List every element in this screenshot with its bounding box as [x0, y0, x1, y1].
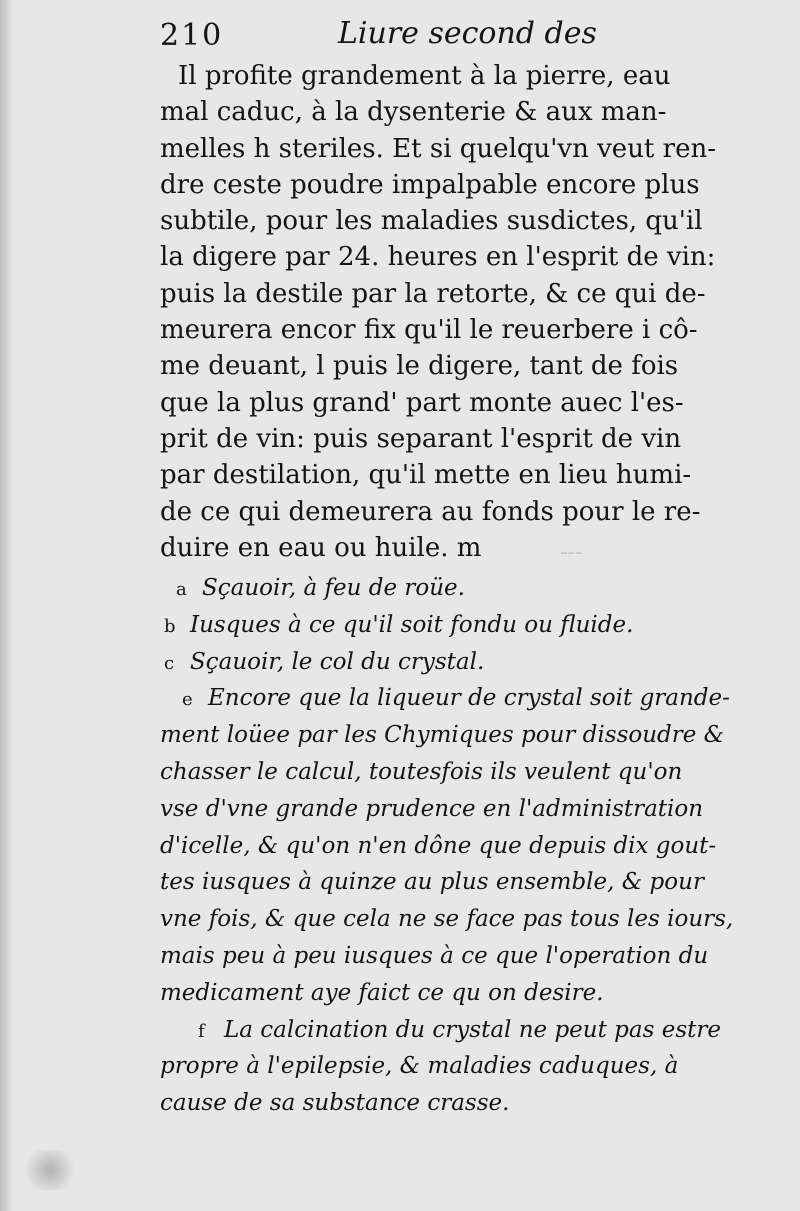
note-continuation: vse d'vne grande prudence en l'administration — [160, 795, 704, 822]
note-text: Sçauoir, à feu de roüe. — [202, 575, 465, 601]
text-line: mal caduc, à la dysenterie & aux man- — [160, 97, 667, 128]
page-number: 210 — [160, 18, 224, 53]
note-continuation: vne fois, & que cela ne se face pas tous les iours, — [160, 906, 734, 933]
note-c — [160, 644, 740, 681]
note-continuation: medicament aye faict ce qu on desire. — [160, 979, 604, 1006]
note-key: b — [164, 615, 176, 637]
bleedthrough-shadow: --- — [560, 540, 583, 565]
note-continuation: mais peu à peu iusques à ce que l'operation du — [160, 942, 709, 969]
text-line: melles h steriles. Et si quelqu'vn veut ren- — [160, 133, 716, 164]
note-f — [160, 1012, 740, 1049]
note-text: Iusques à ce qu'il soit fondu ou fluide. — [190, 611, 634, 638]
note-e — [160, 680, 740, 717]
text-line: me deuant, l puis le digere, tant de fois — [160, 351, 679, 382]
text-line: duire en eau ou huile. m — [160, 532, 482, 563]
note-key: e — [182, 689, 193, 711]
note-continuation: propre à l'epilepsie, & maladies caduques, à — [160, 1053, 679, 1080]
note-key: a — [176, 579, 187, 600]
text-line: meurera encor fix qu'il le reuerbere i cô- — [160, 315, 698, 346]
note-continuation: ment loüee par les Chymiques pour dissoudre & — [160, 722, 725, 749]
page-edge-shadow — [0, 0, 14, 1211]
note-text: Sçauoir, le col du crystal. — [190, 648, 485, 675]
text-line: par destilation, qu'il mette en lieu humi- — [160, 460, 692, 491]
note-text: La calcination du crystal ne peut pas estre — [224, 1016, 721, 1043]
main-text — [160, 58, 740, 566]
marginal-notes — [160, 570, 740, 1122]
text-line: dre ceste poudre impalpable encore plus — [160, 169, 700, 200]
text-line: prit de vin: puis separant l'esprit de vin — [160, 423, 682, 454]
text-line: la digere par 24. heures en l'esprit de vin: — [160, 242, 716, 273]
text-line: puis la destile par la retorte, & ce qui de- — [160, 278, 706, 309]
ink-smudge — [20, 1150, 80, 1190]
note-continuation: chasser le calcul, toutesfois ils veulent qu'on — [160, 758, 683, 785]
text-line: subtile, pour les maladies susdictes, qu'il — [160, 206, 703, 237]
note-continuation: cause de sa substance crasse. — [160, 1090, 510, 1117]
note-key: c — [164, 652, 175, 674]
running-title: Liure second des — [338, 16, 597, 51]
page-header — [160, 14, 600, 60]
note-a — [160, 570, 740, 607]
text-line: Il profite grandement à la pierre, eau — [178, 61, 671, 91]
note-b — [160, 607, 740, 644]
note-continuation: tes iusques à quinze au plus ensemble, & pour — [160, 869, 704, 896]
note-key: f — [198, 1020, 205, 1042]
text-line: que la plus grand' part monte auec l'es- — [160, 387, 684, 418]
note-continuation: d'icelle, & qu'on n'en dône que depuis dix gout- — [160, 832, 717, 859]
text-line: de ce qui demeurera au fonds pour le re- — [160, 496, 701, 527]
note-text: Encore que la liqueur de crystal soit grande- — [208, 685, 730, 712]
